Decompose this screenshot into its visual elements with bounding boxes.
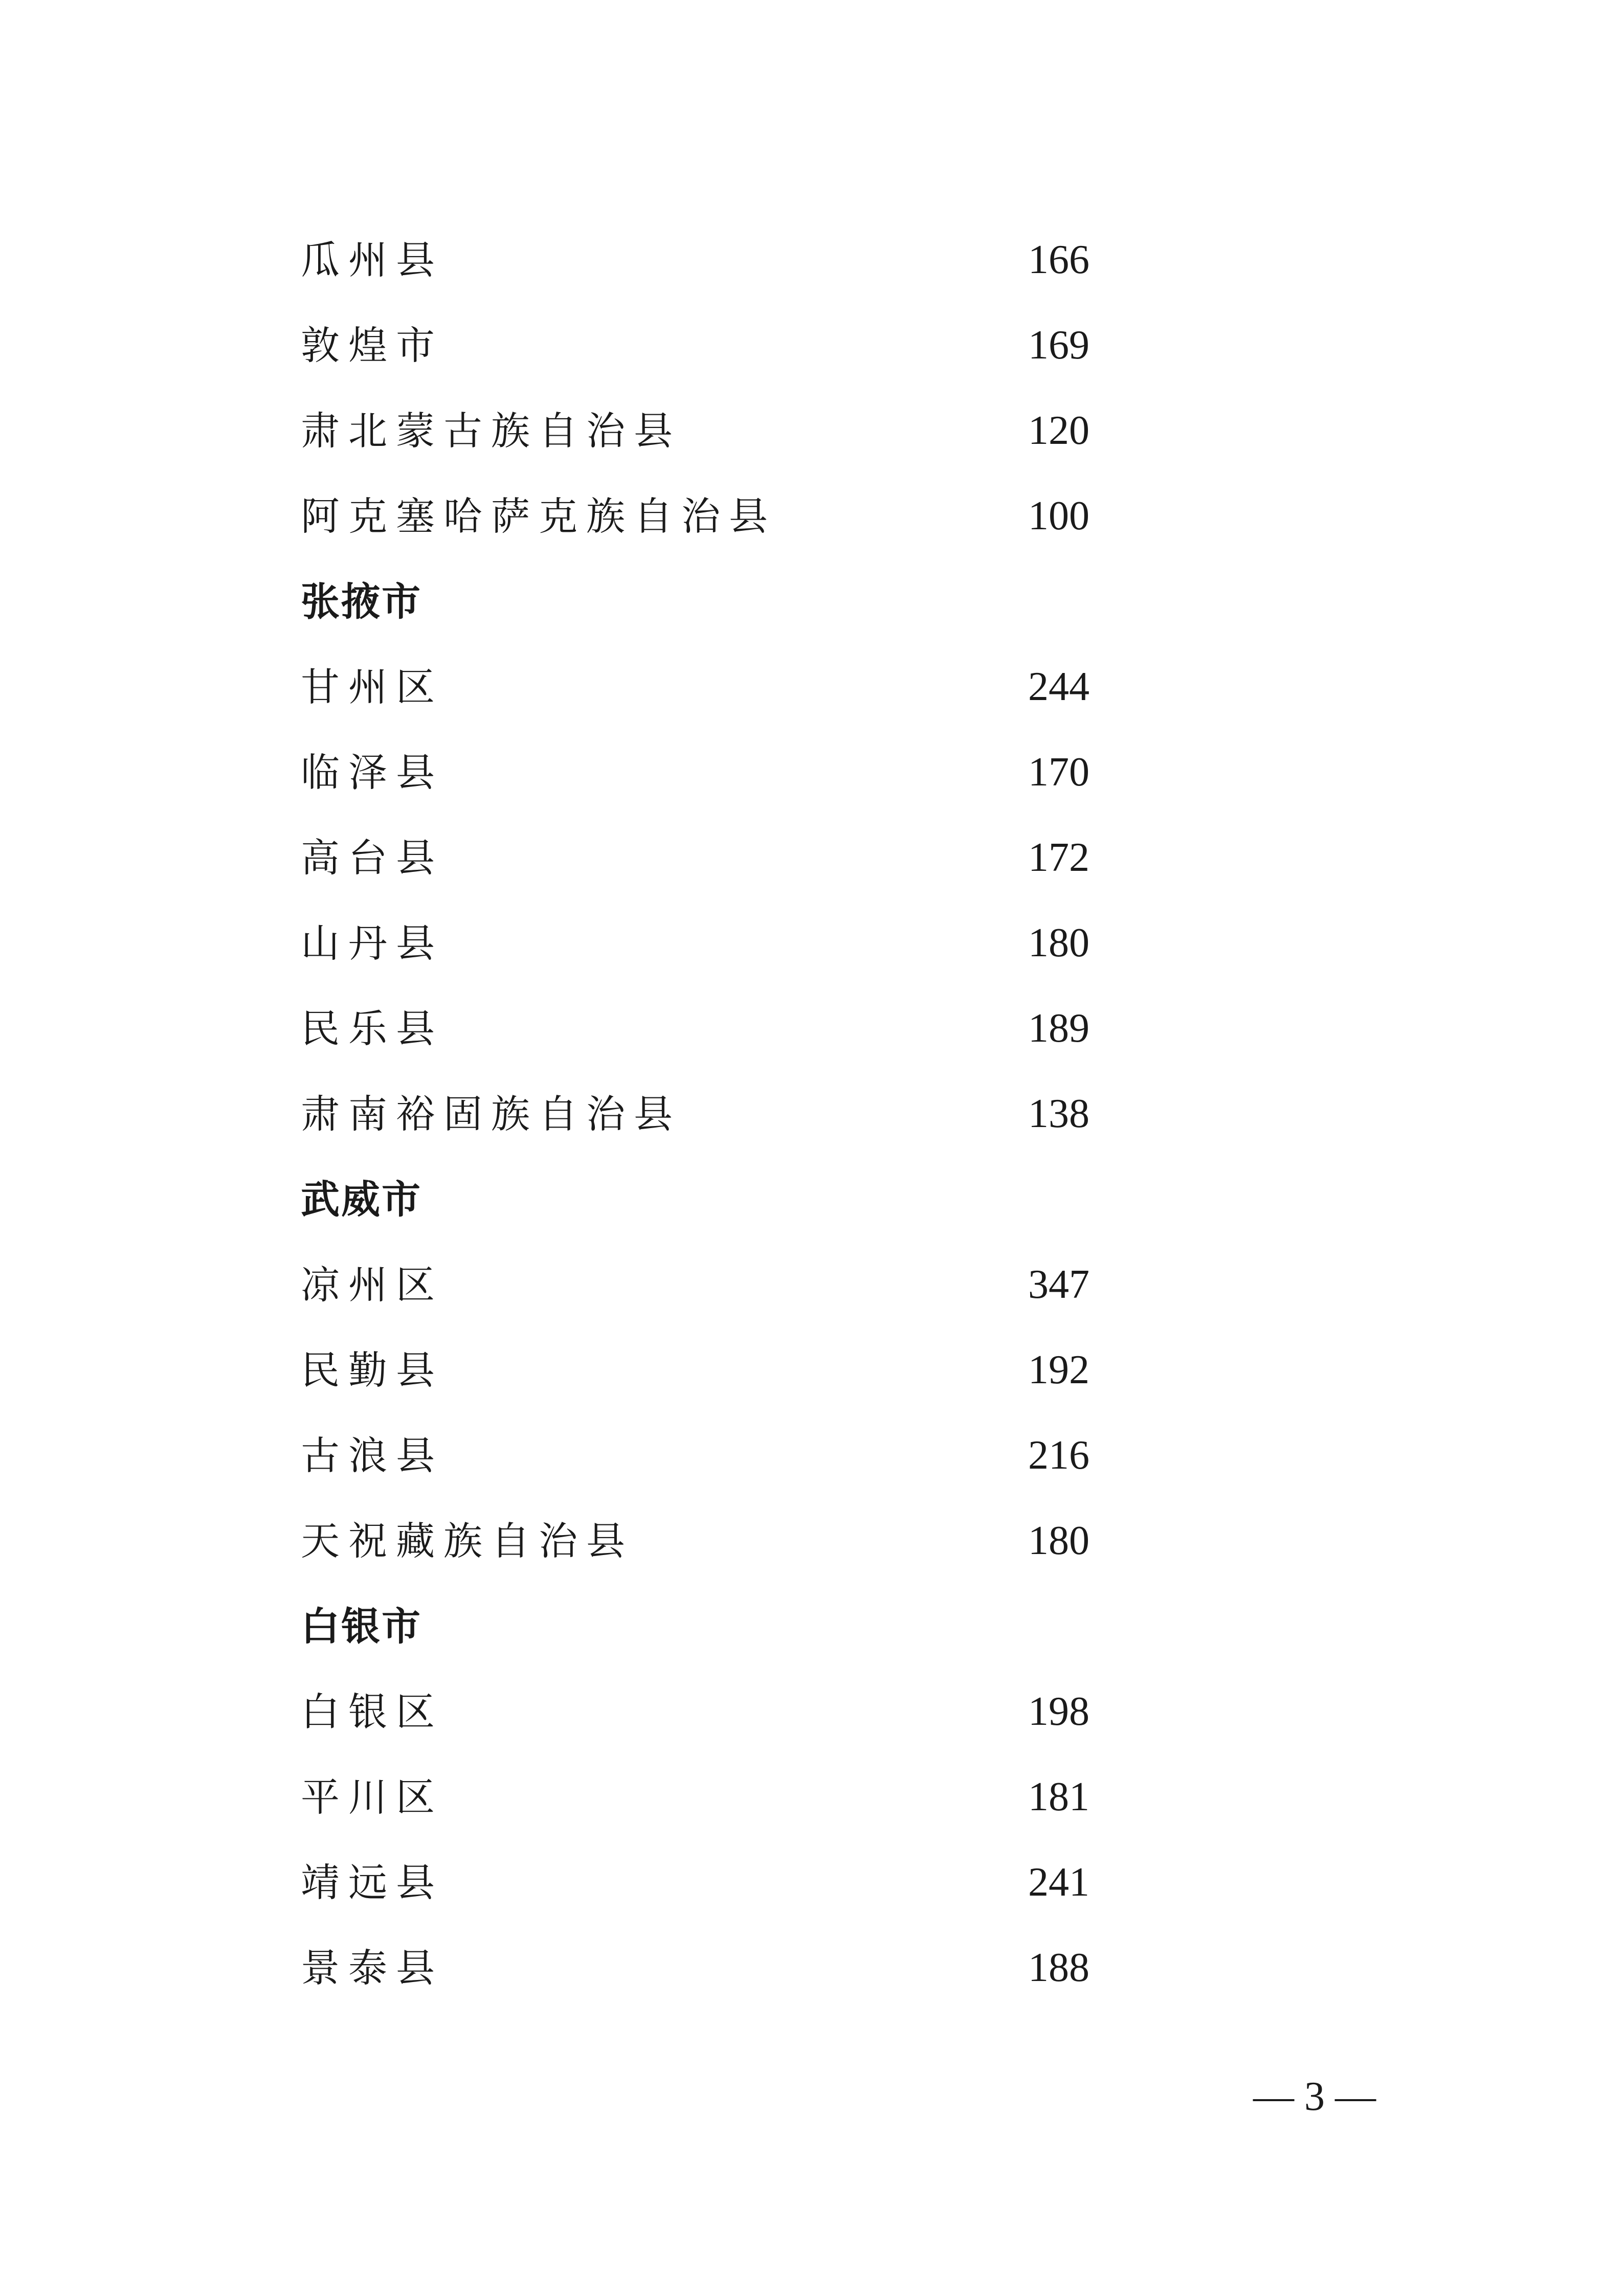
county-row	[0, 217, 1624, 303]
page-number: — 3 —	[1253, 2074, 1376, 2119]
county-value: 188	[1028, 1945, 1089, 1990]
county-name: 肃南裕固族自治县	[301, 1091, 681, 1137]
county-value: 216	[1028, 1432, 1089, 1478]
county-name: 古浪县	[301, 1432, 443, 1478]
city-heading-row	[0, 559, 1624, 644]
county-name: 敦煌市	[301, 322, 443, 368]
county-name: 高台县	[301, 835, 443, 881]
county-value: 180	[1028, 920, 1089, 965]
county-name: 景泰县	[301, 1945, 443, 1991]
county-row	[0, 1498, 1624, 1584]
county-value: 166	[1028, 237, 1089, 282]
county-name: 民勤县	[301, 1347, 443, 1393]
county-row	[0, 1669, 1624, 1754]
county-value: 189	[1028, 1005, 1089, 1051]
county-name: 甘州区	[301, 664, 443, 710]
county-row	[0, 388, 1624, 474]
county-value: 170	[1028, 749, 1089, 795]
county-name: 山丹县	[301, 920, 443, 966]
county-row	[0, 901, 1624, 986]
county-row	[0, 1754, 1624, 1840]
county-value: 244	[1028, 664, 1089, 709]
county-value: 100	[1028, 493, 1089, 538]
county-name: 阿克塞哈萨克族自治县	[301, 493, 776, 539]
county-value: 347	[1028, 1262, 1089, 1307]
county-row	[0, 1925, 1624, 2011]
county-value: 169	[1028, 322, 1089, 368]
county-name: 天祝藏族自治县	[301, 1518, 634, 1564]
county-value: 192	[1028, 1347, 1089, 1392]
county-row	[0, 303, 1624, 388]
county-value: 172	[1028, 835, 1089, 880]
county-row	[0, 1413, 1624, 1498]
county-name: 靖远县	[301, 1859, 443, 1905]
city-name: 张掖市	[301, 578, 422, 624]
county-name: 凉州区	[301, 1262, 443, 1308]
county-row	[0, 1071, 1624, 1157]
county-row	[0, 815, 1624, 901]
county-value: 241	[1028, 1859, 1089, 1905]
county-value: 181	[1028, 1774, 1089, 1819]
county-name: 白银区	[301, 1689, 443, 1735]
county-name: 临泽县	[301, 749, 443, 795]
county-row	[0, 644, 1624, 730]
county-row	[0, 730, 1624, 815]
county-name: 民乐县	[301, 1005, 443, 1051]
county-value: 120	[1028, 408, 1089, 453]
city-heading-row	[0, 1157, 1624, 1242]
county-name: 瓜州县	[301, 237, 443, 283]
city-heading-row	[0, 1584, 1624, 1669]
county-value: 198	[1028, 1689, 1089, 1734]
county-value: 180	[1028, 1518, 1089, 1563]
county-row	[0, 986, 1624, 1071]
city-name: 武威市	[301, 1176, 422, 1222]
county-row	[0, 474, 1624, 559]
county-row	[0, 1242, 1624, 1327]
county-name: 肃北蒙古族自治县	[301, 408, 681, 454]
county-row	[0, 1327, 1624, 1413]
county-name: 平川区	[301, 1774, 443, 1820]
county-row	[0, 1840, 1624, 1925]
city-name: 白银市	[301, 1603, 422, 1649]
county-value: 138	[1028, 1091, 1089, 1136]
